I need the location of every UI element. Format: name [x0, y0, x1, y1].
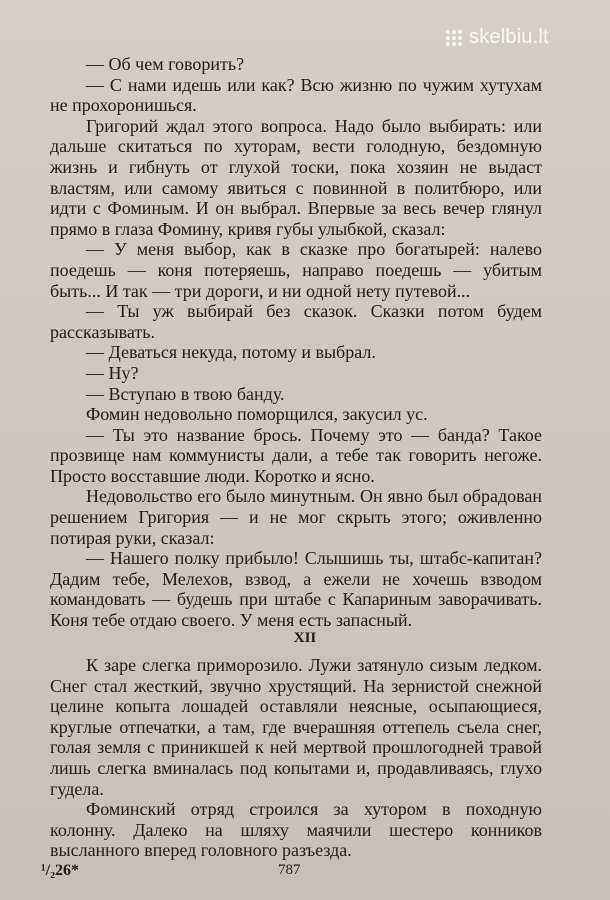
- watermark-text: skelbiu.lt: [469, 26, 549, 48]
- paragraph: — Ты это название брось. Почему это — банда? Такое прозвище нам коммунисты дали, а тебе так говорить негоже. Просто восставшие люди. Коротко и ясно.: [50, 424, 542, 486]
- signature-mark: ¹/₂26*: [41, 862, 80, 879]
- paragraph: — С нами идешь или как? Всю жизню по чужим хутухам не прохоронишься.: [50, 74, 542, 116]
- paragraph: К заре слегка приморозило. Лужи затянуло сизым ледком. Снег стал жесткий, звучно хрустящий. На зернистой снежной целине копыта лошадей оставляли неясные, осыпающиеся, круглые отпечатки, а там, где вчерашняя оттепель съела снег, голая земля с приникшей к ней мертвой прошлогодней травой лишь слегка вминалась под копытами и, продавливаясь, глухо гудела.: [50, 655, 542, 799]
- text-block-dialogue: [50, 54, 542, 631]
- paragraph: Фомин недовольно поморщился, закусил ус.: [86, 404, 428, 425]
- paragraph: — Ты уж выбирай без сказок. Сказки потом будем рассказывать.: [50, 301, 542, 342]
- watermark: [446, 26, 549, 49]
- paragraph: Григорий ждал этого вопроса. Надо было выбирать: или дальше скитаться по хуторам, вести голодную, бездомную жизнь и гибнуть от глухой тоски, пока хозяин не выдаст властям, или самому явиться с повинной в политбюро, или идти с Фоминым. И он выбрал. Впервые за весь вечер глянул прямо в глаза Фомину, кривя губы улыбкой, сказал:: [50, 115, 542, 239]
- paragraph: — У меня выбор, как в сказке про богатырей: налево поедешь — коня потеряешь, направо поедешь — убитым быть... И так — три дороги, и ни одной нету путевой...: [50, 239, 542, 301]
- paragraph: Недовольство его было минутным. Он явно был обрадован решением Григория — и не мог скрыть этого; оживленно потирая руки, сказал:: [50, 486, 542, 548]
- watermark-logo-icon: [446, 30, 462, 46]
- paragraph: Фоминский отряд строился за хутором в походную колонну. Далеко на шляху маячили шестеро конников высланного вперед головного разъезда.: [50, 799, 542, 861]
- page-number: 787: [278, 862, 301, 878]
- paragraph: — Вступаю в твою банду.: [86, 383, 285, 404]
- text-block-chapter: [50, 655, 542, 861]
- paragraph: — Ну?: [86, 362, 139, 383]
- paragraph: — Нашего полку прибыло! Слышишь ты, штабс-капитан? Дадим тебе, Мелехов, взвод, а ежели не хочешь взводом командовать — будешь при штабе с Капариным заворачивать. Коня тебе отдаю своего. У меня есть запасный.: [50, 548, 542, 631]
- paragraph: — Об чем говорить?: [86, 54, 245, 74]
- paragraph: — Деваться некуда, потому и выбрал.: [86, 342, 376, 363]
- chapter-heading: XII: [293, 630, 317, 646]
